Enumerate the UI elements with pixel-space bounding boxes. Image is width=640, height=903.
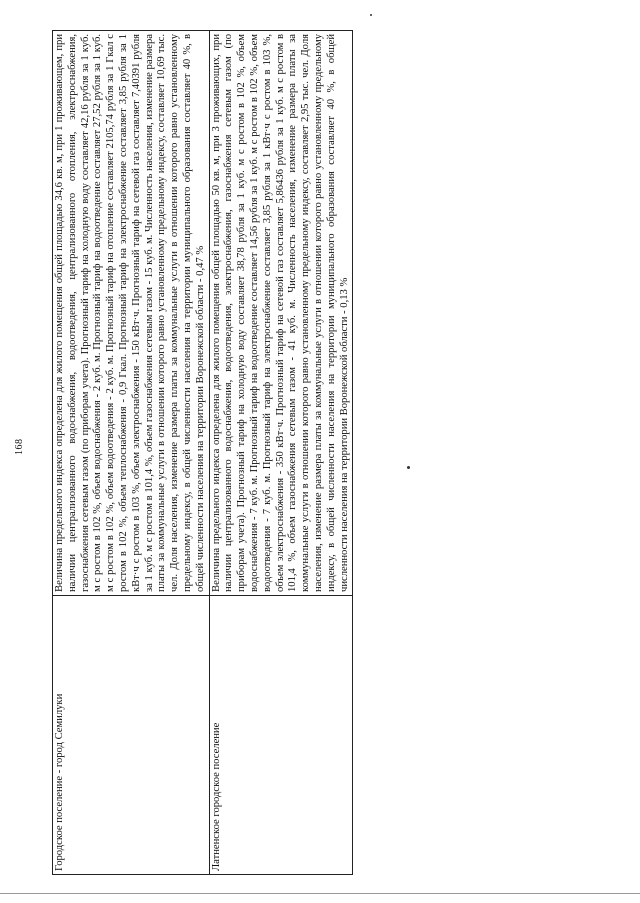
scan-speck bbox=[407, 466, 410, 469]
settlement-name-cell: Городское поселение - город Семилуки bbox=[53, 596, 210, 875]
table-row bbox=[209, 31, 353, 875]
settlement-name-cell: Латненское городское поселение bbox=[209, 596, 353, 875]
scan-edge-line bbox=[0, 893, 640, 894]
rotated-page-content bbox=[52, 30, 353, 875]
scan-speck bbox=[370, 14, 372, 16]
table-row bbox=[53, 31, 210, 875]
index-description-cell: Величина предельного индекса определена для жилого помещения общей площадью 50 кв. м, при 3 проживающих, при наличии централизованного водоснабжения, водоотведения, электроснабжения, газоснабжения сетевым газом (по приборам учета). Прогнозный тариф на холодную воду составляет 38,78 рубля за 1 куб. м с ростом в 102 %, объем водоснабжения - 7 куб. м. Прогнозный тариф на водоотведение составляет 14,56 рубля за 1 куб. м с ростом в 102 %, объем водоотведения - 7 куб. м. Прогнозный тариф на электроснабжение составляет 3,85 рубля за 1 кВт·ч с ростом в 103 %, объем электроснабжения - 350 кВт·ч. Прогнозный тариф на сетевой газ составляет 5,86436 рубля за 1 куб. м с ростом в 101,4 %, объем газоснабжения сетевым газом - 41 куб. м. Численность населения, изменение размера платы за коммунальные услуги в отношении которого равно установленному предельному индексу, составляет 2,95 тыс. чел. Доля населения, изменение размера платы за коммунальные услуги в отношении которого равно установленному предельному индексу, в общей численности населения на территории муниципального образования составляет 40 %, в общей численности населения на территории Воронежской области - 0,13 % bbox=[209, 31, 353, 596]
page-number: 168 bbox=[14, 438, 25, 455]
index-description-cell: Величина предельного индекса определена для жилого помещения общей площадью 34,6 кв. м, при 1 проживающем, при наличии централизованного водоснабжения, водоотведения, централизованного отопления, электроснабжения, газоснабжения сетевым газом (по приборам учета). Прогнозный тариф на холодную воду составляет 42,16 рубля за 1 куб. м с ростом в 102 %, объем водоснабжения - 2 куб. м. Прогнозный тариф на водоотведение составляет 27,52 рубля за 1 куб. м с ростом в 102 %, объем водоотведения - 2 куб. м. Прогнозный тариф на отопление составляет 2105,74 рубля за 1 Гкал с ростом в 102 %, объем теплоснабжения - 0,9 Гкал. Прогнозный тариф на электроснабжение составляет 3,85 рубля за 1 кВт·ч с ростом в 103 %, объем электроснабжения - 150 кВт·ч. Прогнозный тариф на сетевой газ составляет 7,40391 рубля за 1 куб. м с ростом в 101,4 %, объем газоснабжения сетевым газом - 15 куб. м. Численность населения, изменение размера платы за коммунальные услуги в отношении которого равно установленному предельному индексу, составляет 10,69 тыс. чел. Доля населения, изменение размера платы за коммунальные услуги в отношении которого равно установленному предельному индексу, в общей численности населения на территории муниципального образования составляет 40 %, в общей численности населения на территории Воронежской области - 0,47 % bbox=[53, 31, 210, 596]
tariff-index-table bbox=[52, 30, 353, 875]
